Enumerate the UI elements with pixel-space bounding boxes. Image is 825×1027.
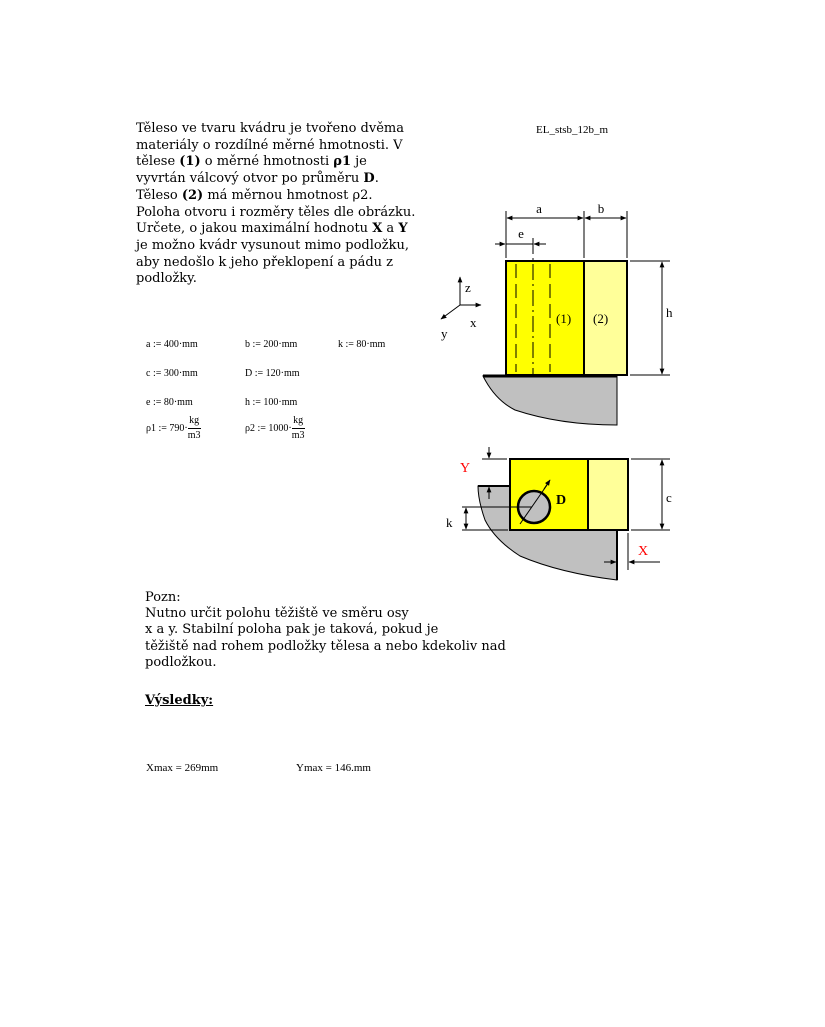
axis-label-z: z (465, 280, 471, 295)
param-c: c := 300·mm (146, 368, 198, 379)
document-id: EL_stsb_12b_m (536, 124, 609, 136)
label-b: b (597, 201, 605, 216)
problem-text: je vyvrtán válcový otvor po průměru (136, 154, 367, 187)
y-ref: Y (398, 221, 408, 237)
support-front (483, 376, 617, 425)
note-line: Nutno určit polohu těžiště ve směru osy (145, 606, 409, 622)
unit-denominator: m3 (291, 430, 305, 441)
result-xmax: Xmax = 269mm (146, 762, 219, 774)
unit-numerator: kg (188, 414, 201, 429)
label-D: D (556, 493, 567, 508)
problem-text: má měrnou hmotnost ρ2. Poloha otvoru i rozměry těles dle obrázku. Určete, o jakou maximální hodnotu (136, 187, 416, 237)
param-D: D := 120·mm (245, 368, 300, 379)
param-h: h := 100·mm (245, 397, 298, 408)
body2-ref: (2) (181, 187, 204, 203)
top-view (446, 447, 672, 580)
problem-text: Těleso ve tvaru kvádru je tvořeno dvěma materiály o rozdílné měrné hmotnosti. V tělese (136, 121, 404, 170)
label-h: h (666, 305, 673, 320)
label-k: k (446, 515, 453, 530)
problem-text: je možno kvádr vysunout mimo podložku, aby nedošlo k jeho překlopení a pádu z podložky. (136, 237, 409, 287)
note-line: těžiště nad rohem podložky tělesa a nebo kdekoliv nad (145, 638, 506, 654)
label-c: c (666, 490, 672, 505)
unit-denominator: m3 (187, 430, 201, 441)
rho2-value: ρ2 := 1000· (245, 422, 292, 434)
note (145, 590, 545, 671)
param-b: b := 200·mm (245, 339, 298, 350)
note-line: x a y. Stabilní poloha pak je taková, pokud je (145, 622, 439, 638)
body1-ref: (1) (179, 154, 201, 170)
diameter-ref: D (363, 171, 375, 187)
note-heading: Pozn: (145, 590, 181, 605)
problem-text: a (382, 221, 399, 237)
label-a: a (536, 201, 542, 216)
axis-label-y: y (441, 326, 448, 341)
front-view (441, 201, 673, 425)
x-ref: X (372, 221, 383, 237)
param-e: e := 80·mm (146, 397, 193, 408)
label-X: X (638, 544, 649, 559)
results-heading: Výsledky: (145, 693, 214, 708)
label-body2: (2) (593, 311, 609, 326)
problem-text: . Těleso (136, 171, 379, 203)
param-a: a := 400·mm (146, 339, 198, 350)
unit-numerator: kg (292, 414, 305, 429)
label-e: e (518, 226, 524, 241)
rho1-value: ρ1 := 790· (146, 422, 188, 434)
param-k: k := 80·mm (338, 339, 386, 350)
label-body1: (1) (556, 311, 572, 326)
result-ymax: Ymax = 146.mm (296, 762, 371, 774)
body1-front (506, 261, 584, 375)
body1-top (510, 459, 588, 530)
coordinate-axes (441, 277, 481, 341)
label-Y: Y (460, 461, 471, 476)
rho1-ref: ρ1 (333, 154, 351, 170)
note-line: podložkou. (145, 654, 217, 670)
axis-label-x: x (470, 315, 477, 330)
body2-top (588, 459, 628, 530)
problem-text: o měrné hmotnosti (200, 154, 334, 170)
